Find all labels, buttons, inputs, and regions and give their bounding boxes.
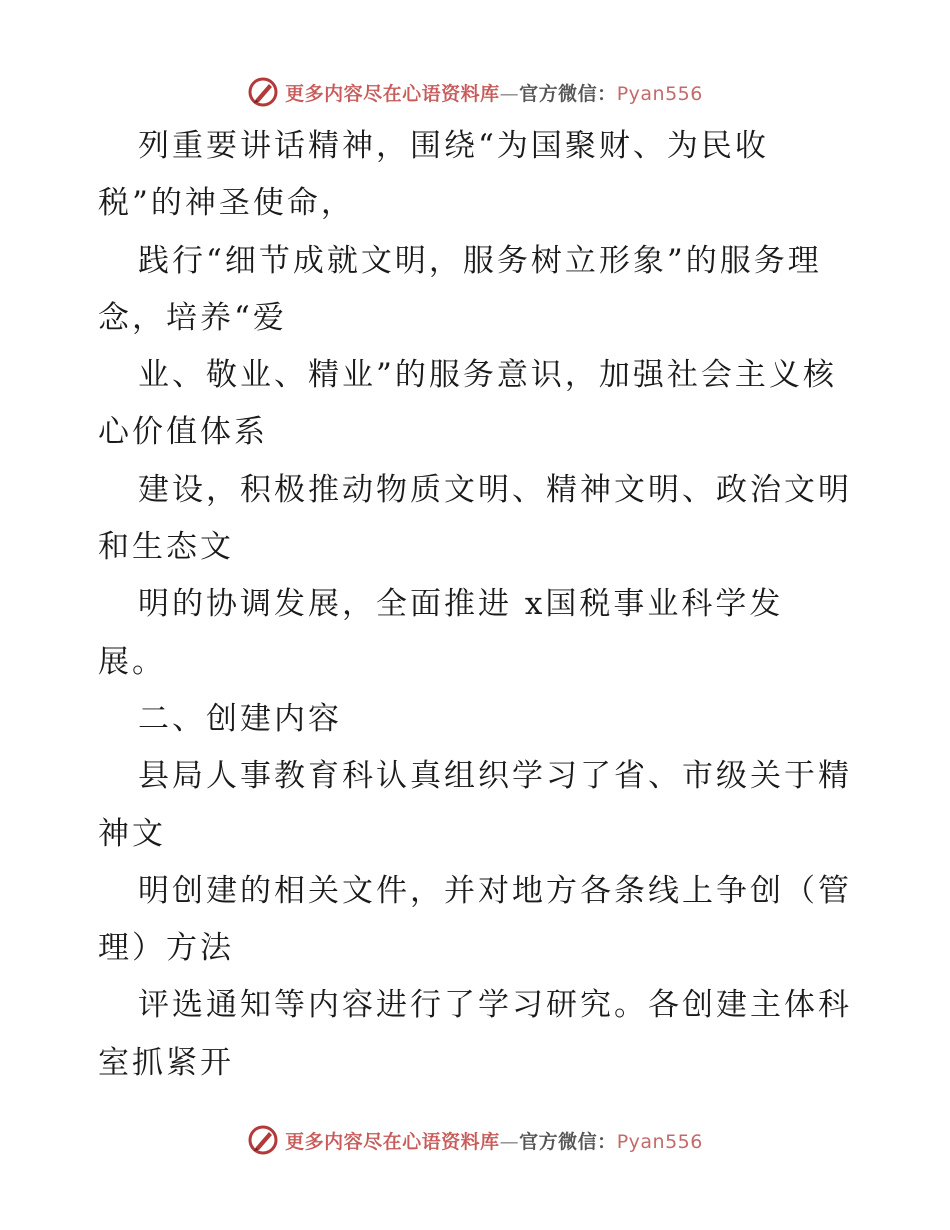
watermark-brand: 更多内容尽在心语资料库 — [285, 1130, 500, 1153]
watermark-dash: — — [499, 1130, 520, 1153]
watermark-text — [285, 1127, 703, 1154]
text-line: 明创建的相关文件，并对地方各条线上争创（管 — [138, 872, 852, 909]
text-line: 念，培养“爱 — [98, 299, 287, 336]
text-line: 理）方法 — [98, 930, 234, 967]
watermark-label: 官方微信： — [519, 82, 617, 105]
text-line: 建设，积极推动物质文明、精神文明、政治文明 — [138, 471, 852, 508]
watermark-dash: — — [499, 82, 520, 105]
text-line: 税”的神圣使命， — [98, 185, 355, 222]
pen-logo-icon — [247, 1124, 279, 1156]
watermark-wechat-id: Pyan556 — [616, 82, 703, 105]
text-line: 室抓紧开 — [98, 1044, 234, 1081]
watermark-text — [285, 79, 703, 106]
text-line: 神文 — [98, 815, 166, 852]
text-line: 业、敬业、精业”的服务意识，加强社会主义核 — [138, 357, 837, 394]
pen-logo-icon — [247, 76, 279, 108]
text-line: 和生态文 — [98, 529, 234, 566]
text-line: 县局人事教育科认真组织学习了省、市级关于精 — [138, 758, 852, 795]
watermark-label: 官方微信： — [519, 1130, 617, 1153]
text-line: 展。 — [98, 643, 166, 680]
header-watermark — [0, 72, 950, 112]
watermark-brand: 更多内容尽在心语资料库 — [285, 82, 500, 105]
watermark-wechat-id: Pyan556 — [616, 1130, 703, 1153]
text-line: 评选通知等内容进行了学习研究。各创建主体科 — [138, 987, 852, 1024]
text-line: 二、创建内容 — [138, 700, 342, 737]
footer-watermark — [0, 1120, 950, 1160]
document-body — [98, 118, 858, 1092]
text-line: 列重要讲话精神，围绕“为国聚财、为民收 — [138, 128, 769, 164]
text-line: 践行“细节成就文明，服务树立形象”的服务理 — [138, 242, 822, 279]
text-line: 明的协调发展，全面推进 x国税事业科学发 — [138, 586, 784, 623]
text-line: 心价值体系 — [98, 414, 268, 451]
